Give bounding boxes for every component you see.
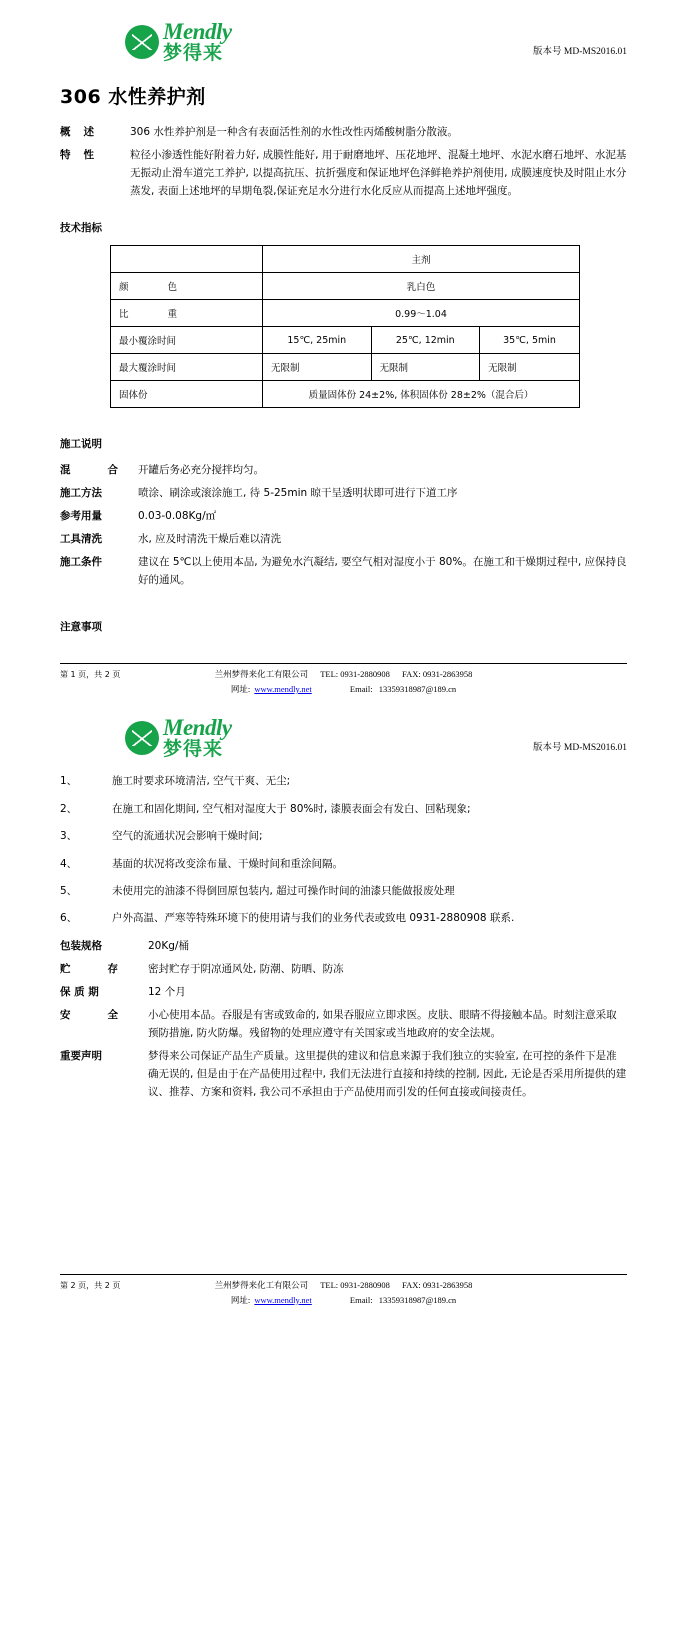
- version-number: 版本号 MD-MS2016.01: [533, 743, 627, 754]
- safety-label: 安 全: [60, 1008, 118, 1021]
- footer-web-link[interactable]: www.mendly.net: [254, 684, 312, 695]
- footer-fax: FAX: 0931-2863958: [401, 1280, 473, 1291]
- footer-company: 兰州梦得来化工有限公司: [214, 670, 309, 681]
- footer-email: 13359318987@189.cn: [378, 1294, 457, 1305]
- footer-tel: TEL: 0931-2880908: [320, 1280, 390, 1291]
- construction-text: 0.03-0.08Kg/㎡: [138, 510, 217, 523]
- table-cell-label: 固体份: [111, 381, 263, 408]
- table-cell-label: 比重: [111, 300, 263, 327]
- table-header-main: 主剂: [263, 246, 580, 273]
- logo-mark-icon: [125, 721, 159, 755]
- construction-label: 工具清洗: [60, 533, 102, 546]
- construction-label: 施工方法: [60, 487, 102, 500]
- safety-text: 小心使用本品。吞服是有害或致命的, 如果吞服应立即求医。皮肤、眼睛不得接触本品。时刻注意采取预防措施, 防火防爆。残留物的处理应遵守有关国家或当地政府的安全法规。: [148, 1008, 617, 1039]
- table-row: [111, 300, 580, 327]
- list-item: [60, 882, 627, 900]
- storage-row: [60, 960, 627, 978]
- list-item-text: 空气的流通状况会影响干燥时间;: [112, 830, 263, 843]
- version-number: 版本号 MD-MS2016.01: [533, 47, 627, 57]
- page-number: 第 2 页，共 2 页: [60, 1281, 121, 1291]
- logo-chinese-name: 梦得来: [163, 738, 224, 761]
- table-header-blank: [111, 246, 263, 273]
- page-number: 第 1 页，共 2 页: [60, 670, 121, 680]
- logo-mark-icon: [125, 25, 159, 59]
- packaging-text: 20Kg/桶: [148, 939, 189, 952]
- footer-web-label: 网址:: [230, 1294, 251, 1305]
- construction-row-mix: [60, 461, 627, 479]
- logo-text: [163, 20, 232, 63]
- footer-tel: TEL: 0931-2880908: [320, 669, 390, 680]
- construction-text: 喷涂、刷涂或滚涂施工, 待 5-25min 晾干呈透明状即可进行下道工序: [138, 487, 458, 500]
- construction-label: 混 合: [60, 464, 118, 477]
- table-cell-value: 0.99～1.04: [263, 300, 580, 327]
- packaging-row: [60, 937, 627, 955]
- page-title: 306 水性养护剂: [60, 86, 206, 108]
- list-item-number: 3、: [60, 830, 78, 843]
- table-cell-label: 颜色: [111, 273, 263, 300]
- table-cell-value: 无限制: [371, 354, 480, 381]
- statement-row: [60, 1047, 627, 1101]
- table-cell-value: 质量固体份 24±2%, 体积固体份 28±2%（混合后）: [263, 381, 580, 408]
- construction-label: 施工条件: [60, 556, 102, 569]
- table-header-row: [111, 246, 580, 273]
- list-item-text: 在施工和固化期间, 空气相对湿度大于 80%时, 漆膜表面会有发白、回粘现象;: [112, 802, 471, 815]
- shelf-life-text: 12 个月: [148, 985, 186, 998]
- list-item-number: 4、: [60, 857, 78, 870]
- table-cell-value: 乳白色: [263, 273, 580, 300]
- construction-label: 参考用量: [60, 510, 102, 523]
- logo-english-name: Mendly: [163, 19, 232, 44]
- footer-web-label: 网址:: [230, 684, 251, 695]
- shelf-life-row: [60, 983, 627, 1001]
- storage-label: 贮 存: [60, 962, 118, 975]
- table-row: [111, 381, 580, 408]
- page-header: [60, 16, 627, 76]
- construction-row-conditions: [60, 553, 627, 589]
- construction-text: 建议在 5℃以上使用本品, 为避免水汽凝结, 要空气相对湿度小于 80%。在施工和干燥期过程中, 应保持良好的通风。: [138, 556, 627, 587]
- logo-chinese-name: 梦得来: [163, 42, 224, 64]
- list-item-text: 基面的状况将改变涂布量、干燥时间和重涂间隔。: [112, 857, 343, 870]
- overview-row: [60, 123, 627, 141]
- statement-text: 梦得来公司保证产品生产质量。这里提供的建议和信息来源于我们独立的实验室, 在可控的条件下是准确无误的, 但是由于在产品使用过程中, 我们无法进行直接和持续的控制, 因此, 无论是否采用所提供的建议、推荐、方案和资料, 我公司不承担由于产品使用而引发的任何直接或间接责任。: [148, 1049, 627, 1099]
- feature-row: [60, 146, 627, 200]
- page-2-footer: [60, 1274, 627, 1313]
- table-row: [111, 354, 580, 381]
- safety-row: [60, 1006, 627, 1042]
- table-cell-label: 最大覆涂时间: [111, 354, 263, 381]
- page-header: [60, 712, 627, 772]
- table-cell-label: 最小覆涂时间: [111, 327, 263, 354]
- logo-text: [163, 716, 232, 759]
- statement-label: 重要声明: [60, 1049, 102, 1062]
- footer-email-label: Email:: [349, 1294, 373, 1305]
- storage-text: 密封贮存于阴凉通风处, 防潮、防晒、防冻: [148, 962, 344, 975]
- footer-company: 兰州梦得来化工有限公司: [214, 1281, 309, 1292]
- table-cell-value: 25℃, 12min: [371, 327, 480, 354]
- table-cell-value: 15℃, 25min: [263, 327, 372, 354]
- packaging-label: 包装规格: [60, 939, 102, 952]
- list-item-text: 户外高温、严寒等特殊环境下的使用请与我们的业务代表或致电 0931-2880908 联系.: [112, 912, 515, 925]
- company-logo: [125, 20, 232, 63]
- overview-text: 306 水性养护剂是一种含有表面活性剂的水性改性丙烯酸树脂分散液。: [130, 126, 458, 138]
- construction-text: 水, 应及时清洗干燥后难以清洗: [138, 533, 282, 546]
- list-item: [60, 909, 627, 927]
- table-cell-value: 无限制: [263, 354, 372, 381]
- document-page-2: [0, 702, 687, 1313]
- notice-title: 注意事项: [60, 621, 102, 634]
- footer-web-link[interactable]: www.mendly.net: [254, 1294, 312, 1305]
- table-row: [111, 273, 580, 300]
- list-item-number: 6、: [60, 912, 78, 925]
- document-page-1: [0, 0, 687, 702]
- tech-index-title: 技术指标: [60, 222, 102, 235]
- table-row: [111, 327, 580, 354]
- list-item: [60, 772, 627, 790]
- table-cell-value: 35℃, 5min: [480, 327, 580, 354]
- list-item-text: 未使用完的油漆不得倒回原包装内, 超过可操作时间的油漆只能做报废处理: [112, 884, 455, 897]
- table-cell-value: 无限制: [480, 354, 580, 381]
- construction-row-usage: [60, 507, 627, 525]
- list-item: [60, 800, 627, 818]
- list-item-text: 施工时要求环境清洁, 空气干爽、无尘;: [112, 775, 291, 788]
- logo-english-name: Mendly: [163, 715, 232, 741]
- company-logo: [125, 716, 232, 759]
- footer-email: 13359318987@189.cn: [378, 684, 457, 695]
- page-2-spacer: [60, 1106, 627, 1256]
- overview-label: 概述: [60, 126, 94, 138]
- construction-row-method: [60, 484, 627, 502]
- footer-fax: FAX: 0931-2863958: [401, 669, 473, 680]
- list-item-number: 5、: [60, 884, 78, 897]
- footer-email-label: Email:: [349, 684, 373, 695]
- construction-row-cleaning: [60, 530, 627, 548]
- construction-text: 开罐后务必充分搅拌均匀。: [138, 464, 264, 477]
- construction-title: 施工说明: [60, 438, 102, 451]
- feature-label: 特性: [60, 149, 94, 162]
- tech-spec-table: [110, 245, 580, 408]
- shelf-life-label: 保 质 期: [60, 985, 99, 998]
- list-item: [60, 855, 627, 873]
- page-1-footer: [60, 663, 627, 702]
- list-item: [60, 827, 627, 845]
- list-item-number: 1、: [60, 775, 78, 788]
- feature-text: 粒径小渗透性能好附着力好, 成膜性能好, 用于耐磨地坪、压花地坪、混凝土地坪、水泥水磨石地坪、水泥基无振动止滑车道完工养护, 以提高抗压、抗折强度和保证地坪色泽鲜艳养护剂使用, 成膜速度快及时阻止水分蒸发, 表面上述地坪的早期龟裂,保证充足水分进行水化反应从而提高上述地坪强度。: [130, 149, 627, 198]
- list-item-number: 2、: [60, 802, 78, 815]
